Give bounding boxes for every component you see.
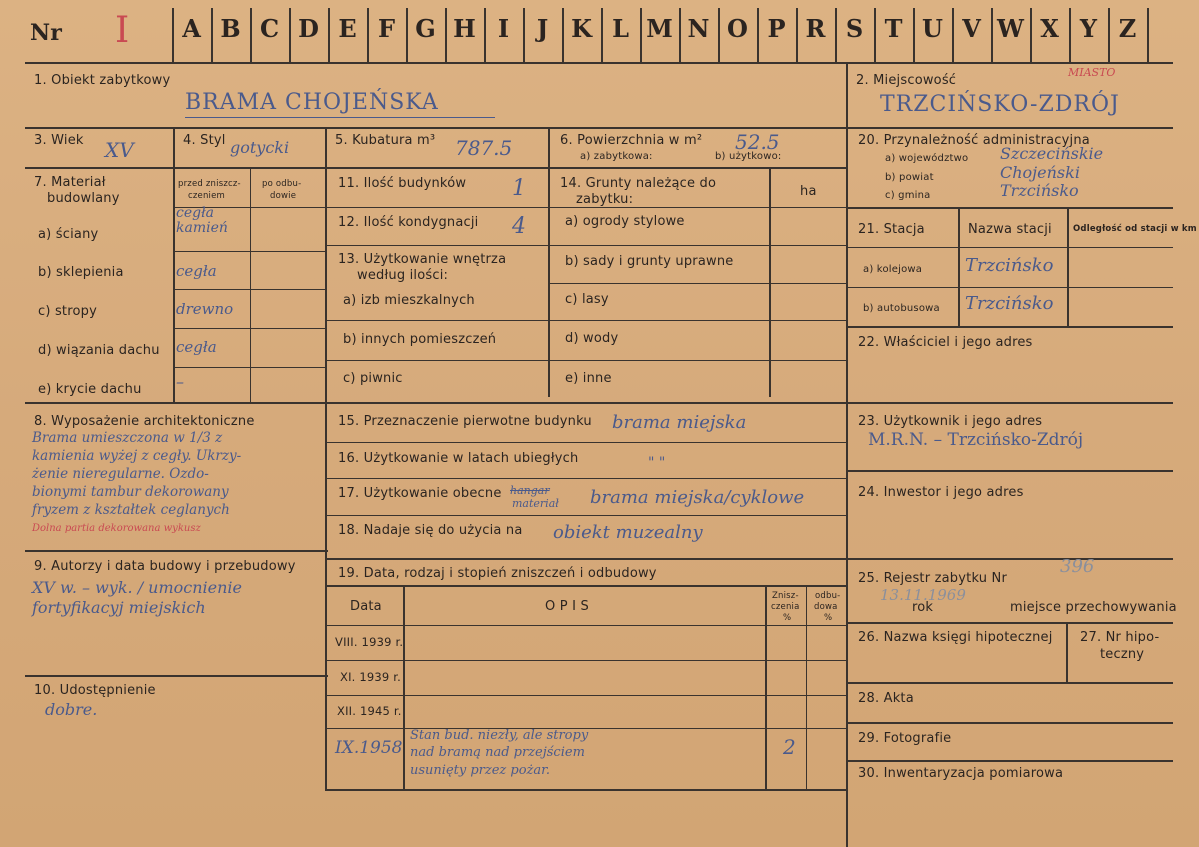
nr-value: I xyxy=(115,10,130,51)
f7-row-value: cegła xyxy=(176,262,217,280)
f19-col-pct: % xyxy=(783,613,792,623)
f7-col2b: dowie xyxy=(270,191,297,201)
f6-sub-b: b) użytkowo: xyxy=(715,151,782,162)
letter-r: R xyxy=(805,14,826,43)
f7-label1: 7. Materiał xyxy=(34,175,106,190)
letter-d: D xyxy=(298,14,319,43)
f9-label: 9. Autorzy i data budowy i przebudowy xyxy=(34,559,296,574)
letter-g: G xyxy=(415,14,436,43)
f16-label: 16. Użytkowanie w latach ubiegłych xyxy=(338,451,579,466)
f21-b-value: Trzcińsko xyxy=(965,293,1054,314)
f14-d: d) wody xyxy=(565,331,619,346)
f8-label: 8. Wyposażenie architektoniczne xyxy=(34,414,255,429)
f21-a-label: a) kolejowa xyxy=(863,264,923,275)
f20-gm-label: c) gmina xyxy=(885,190,931,201)
f2-note: MIASTO xyxy=(1068,66,1116,79)
letter-x: X xyxy=(1040,14,1059,43)
f8-line: żenie nieregularne. Ozdo- xyxy=(32,466,209,482)
f7-label2: budowlany xyxy=(47,191,120,206)
letter-h: H xyxy=(453,14,476,43)
f21-b-label: b) autobusowa xyxy=(863,303,940,314)
f2-label: 2. Miejscowość xyxy=(856,73,957,88)
f20-pow-value: Chojeński xyxy=(1000,163,1080,182)
f27-label2: teczny xyxy=(1100,647,1145,662)
f7-row-label: a) ściany xyxy=(38,227,99,242)
f13-c: c) piwnic xyxy=(343,371,403,386)
f19-col-opis: O P I S xyxy=(545,599,589,614)
f3-value: XV xyxy=(105,138,134,162)
f19-row1: VIII. 1939 r. xyxy=(335,635,404,649)
f21-col3: Odległość od stacji w km xyxy=(1073,224,1197,234)
f26-label: 26. Nazwa księgi hipotecznej xyxy=(858,630,1053,645)
f19-label: 19. Data, rodzaj i stopień zniszczeń i odbudowy xyxy=(338,566,657,581)
f17-label: 17. Użytkowanie obecne xyxy=(338,486,502,501)
f10-label: 10. Udostępnienie xyxy=(34,683,156,698)
f19-row2: XI. 1939 r. xyxy=(340,670,402,684)
f14-c: c) lasy xyxy=(565,292,609,307)
letter-n: N xyxy=(687,14,710,43)
letter-i: I xyxy=(497,14,510,43)
f8-line: kamienia wyżej z cegły. Ukrzy- xyxy=(32,448,242,464)
f14-unit: ha xyxy=(800,184,817,199)
letter-b: B xyxy=(220,14,241,43)
f1-value: BRAMA CHOJEŃSKA xyxy=(185,90,439,115)
f6-sub-a: a) zabytkowa: xyxy=(580,151,653,162)
f6-value: 52.5 xyxy=(735,130,780,154)
f7-col2a: po odbu- xyxy=(262,179,302,189)
f25-rok-label: rok xyxy=(912,600,934,615)
f25-label: 25. Rejestr zabytku Nr xyxy=(858,571,1008,586)
letter-t: T xyxy=(884,14,903,43)
f19-col-znis-a: Znisz- xyxy=(772,591,799,601)
f2-value: TRZCIŃSKO-ZDRÓJ xyxy=(880,92,1120,117)
letter-k: K xyxy=(571,14,592,43)
f11-value: 1 xyxy=(512,176,526,201)
letter-a: A xyxy=(182,14,201,43)
f13-label2: według ilości: xyxy=(357,268,449,283)
f4-label: 4. Styl xyxy=(183,133,226,148)
f24-label: 24. Inwestor i jego adres xyxy=(858,485,1024,500)
f6-label: 6. Powierzchnia w m² xyxy=(560,133,703,148)
f21-col2: Nazwa stacji xyxy=(968,222,1052,237)
f19-col-pct2: % xyxy=(824,613,833,623)
f19-hand-date: IX.1958 xyxy=(335,738,403,758)
f30-label: 30. Inwentaryzacja pomiarowa xyxy=(858,766,1064,781)
f20-woj-value: Szczecińskie xyxy=(1000,144,1104,163)
letter-y: Y xyxy=(1079,14,1098,43)
letter-c: C xyxy=(259,14,280,43)
f13-a: a) izb mieszkalnych xyxy=(343,293,475,308)
f15-value: brama miejska xyxy=(612,412,747,433)
f22-label: 22. Właściciel i jego adres xyxy=(858,335,1033,350)
f18-value: obiekt muzealny xyxy=(553,522,703,543)
f20-pow-label: b) powiat xyxy=(885,172,934,183)
f19-hand-line1: Stan bud. niezły, ale stropy xyxy=(410,728,589,743)
f8-red: Dolna partia dekorowana wykusz xyxy=(32,523,201,534)
letter-v: V xyxy=(962,14,981,43)
f19-col-data: Data xyxy=(350,599,382,614)
letter-l: L xyxy=(612,14,629,43)
f7-row-value: drewno xyxy=(176,300,234,318)
f19-col-odb-b: dowa xyxy=(814,602,838,612)
f23-label: 23. Użytkownik i jego adres xyxy=(858,414,1043,429)
f9-line1: XV w. – wyk. / umocnienie xyxy=(32,578,243,597)
f13-b: b) innych pomieszczeń xyxy=(343,332,497,347)
letter-f: F xyxy=(377,14,396,43)
letter-j: J xyxy=(536,14,549,43)
f14-label2: zabytku: xyxy=(576,192,634,207)
letter-e: E xyxy=(338,14,357,43)
f7-row-value: – xyxy=(176,372,184,391)
f8-line: bionymi tambur dekorowany xyxy=(32,484,229,500)
f7-row-label: e) krycie dachu xyxy=(38,382,142,397)
f14-a: a) ogrody stylowe xyxy=(565,214,685,229)
f20-gm-value: Trzcińsko xyxy=(1000,181,1079,200)
f29-label: 29. Fotografie xyxy=(858,731,952,746)
f28-label: 28. Akta xyxy=(858,691,914,706)
nr-label: Nr xyxy=(30,20,63,46)
f25-value: 396 xyxy=(1060,556,1095,577)
f17-value: brama miejska/cyklowe xyxy=(590,487,805,508)
f7-row-value: cegła xyxy=(176,338,217,356)
f11-label: 11. Ilość budynków xyxy=(338,176,467,191)
f7-row-label: c) stropy xyxy=(38,304,97,319)
letter-z: Z xyxy=(1118,14,1137,43)
f19-col-odb-a: odbu- xyxy=(815,591,841,601)
f13-label1: 13. Użytkowanie wnętrza xyxy=(338,252,507,267)
f5-value: 787.5 xyxy=(455,136,513,160)
f21-label: 21. Stacja xyxy=(858,222,925,237)
f15-label: 15. Przeznaczenie pierwotne budynku xyxy=(338,414,592,429)
f7-col1b: czeniem xyxy=(188,191,226,201)
f23-value: M.R.N. – Trzcińsko-Zdrój xyxy=(868,430,1084,450)
f7-row-label: d) wiązania dachu xyxy=(38,343,160,358)
f19-row3: XII. 1945 r. xyxy=(337,704,402,718)
f14-e: e) inne xyxy=(565,371,612,386)
letter-o: O xyxy=(727,14,748,43)
f7-col1a: przed zniszcz- xyxy=(178,179,241,189)
f25-miejsce: miejsce przechowywania xyxy=(1010,600,1177,615)
f19-hand-line3: usunięty przez pożar. xyxy=(410,763,551,778)
f14-b: b) sady i grunty uprawne xyxy=(565,254,734,269)
f19-col-znis-b: czenia xyxy=(771,602,800,612)
f12-label: 12. Ilość kondygnacji xyxy=(338,215,479,230)
f12-value: 4 xyxy=(512,214,526,239)
letter-s: S xyxy=(845,14,864,43)
f10-value: dobre. xyxy=(45,700,98,719)
f3-label: 3. Wiek xyxy=(34,133,84,148)
f21-a-value: Trzcińsko xyxy=(965,255,1054,276)
f5-label: 5. Kubatura m³ xyxy=(335,133,436,148)
f20-woj-label: a) województwo xyxy=(885,153,969,164)
f18-label: 18. Nadaje się do użycia na xyxy=(338,523,523,538)
f17-small2: materiał xyxy=(512,497,559,510)
f7-row-label: b) sklepienia xyxy=(38,265,124,280)
f9-line2: fortyfikacyj miejskich xyxy=(32,598,206,617)
letter-p: P xyxy=(767,14,786,43)
f8-line: fryzem z kształtek ceglanych xyxy=(32,502,230,518)
f16-value: " " xyxy=(648,455,666,471)
f7-row-value: cegła kamień xyxy=(176,205,228,236)
f1-label: 1. Obiekt zabytkowy xyxy=(34,73,171,88)
f17-small1: hangar xyxy=(510,484,550,497)
letter-m: M xyxy=(646,14,673,43)
f8-line: Brama umieszczona w 1/3 z xyxy=(32,430,223,446)
f20-label: 20. Przynależność administracyjna xyxy=(858,133,1090,148)
letter-u: U xyxy=(922,14,943,43)
f4-value: gotycki xyxy=(230,138,290,157)
letter-w: W xyxy=(997,14,1024,43)
f14-label1: 14. Grunty należące do xyxy=(560,176,717,191)
f19-hand-line2: nad bramą nad przejściem xyxy=(410,745,585,760)
f27-label1: 27. Nr hipo- xyxy=(1080,630,1160,645)
f19-hand-pct: 2 xyxy=(783,735,796,759)
f25-rok-value: 13.11.1969 xyxy=(880,586,966,604)
